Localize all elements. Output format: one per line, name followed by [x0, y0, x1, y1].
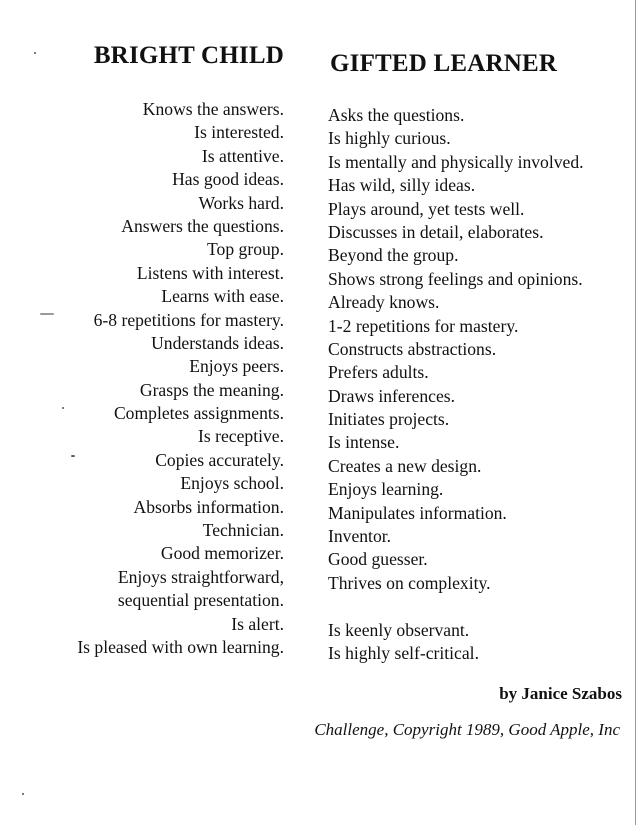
scan-speck: [34, 52, 36, 54]
bright-child-trait: Top group.: [207, 239, 284, 260]
gifted-learner-trait: Has wild, silly ideas.: [328, 175, 476, 196]
bright-child-trait: Good memorizer.: [160, 543, 284, 564]
author-byline: by Janice Szabos: [499, 684, 622, 703]
bright-child-trait: Answers the questions.: [121, 215, 284, 236]
bright-child-trait: Enjoys school.: [180, 473, 284, 494]
bright-child-trait: Understands ideas.: [151, 332, 284, 353]
heading-bright-child: BRIGHT CHILD: [93, 42, 284, 69]
heading-gifted-learner: GIFTED LEARNER: [330, 50, 558, 77]
bright-child-trait: Enjoys straightforward,: [117, 566, 284, 587]
bright-child-trait: Completes assignments.: [113, 403, 284, 424]
bright-child-trait: Is receptive.: [198, 426, 284, 447]
bright-child-trait: Knows the answers.: [142, 99, 284, 119]
bright-child-trait: Copies accurately.: [155, 449, 284, 470]
gifted-learner-trait: Is mentally and physically involved.: [328, 151, 584, 172]
bright-child-trait: Is pleased with own learning.: [77, 636, 284, 657]
bright-child-trait: Is alert.: [231, 613, 284, 634]
gifted-learner-trait: Is highly self-critical.: [328, 642, 479, 663]
gifted-learner-trait: Prefers adults.: [328, 362, 429, 383]
gifted-learner-trait: Good guesser.: [328, 549, 428, 570]
gifted-learner-trait: Asks the questions.: [328, 105, 465, 125]
bright-child-trait: Learns with ease.: [161, 286, 284, 307]
gifted-learner-trait: Is keenly observant.: [328, 619, 470, 640]
gifted-learner-trait: 1-2 repetitions for mastery.: [328, 315, 519, 336]
gifted-learner-trait: Draws inferences.: [328, 385, 456, 406]
bright-child-list: [77, 98, 284, 659]
gifted-learner-trait: Beyond the group.: [328, 245, 459, 266]
copyright-notice: Challenge, Copyright 1989, Good Apple, Inc: [314, 720, 620, 739]
gifted-learner-trait: Thrives on complexity.: [328, 572, 491, 593]
gifted-learner-trait: Inventor.: [328, 526, 392, 547]
bright-child-trait: sequential presentation.: [117, 590, 284, 611]
gifted-learner-trait: Already knows.: [328, 292, 440, 313]
bright-child-trait: Technician.: [202, 520, 284, 541]
bright-child-trait: Works hard.: [198, 192, 284, 213]
gifted-learner-trait: Plays around, yet tests well.: [328, 198, 525, 219]
gifted-learner-trait: Constructs abstractions.: [328, 338, 497, 359]
bright-child-trait: Listens with interest.: [136, 262, 284, 283]
bright-child-trait: Grasps the meaning.: [139, 379, 284, 400]
scan-speck: [40, 313, 54, 315]
gifted-learner-trait: Enjoys learning.: [328, 479, 444, 500]
gifted-learner-trait: Shows strong feelings and opinions.: [328, 268, 583, 289]
gifted-learner-trait: Is intense.: [328, 432, 400, 453]
gifted-learner-trait: Is highly curious.: [328, 128, 451, 149]
bright-child-trait: 6-8 repetitions for mastery.: [93, 309, 284, 330]
bright-child-trait: Absorbs information.: [133, 496, 284, 517]
scan-speck: [71, 455, 75, 457]
scan-speck: [62, 407, 64, 409]
bright-child-trait: Is interested.: [194, 122, 284, 143]
gifted-learner-trait: Manipulates information.: [328, 502, 507, 523]
page-edge-line: [635, 0, 636, 825]
gifted-learner-trait: Creates a new design.: [328, 455, 482, 476]
bright-child-trait: Has good ideas.: [172, 169, 284, 190]
gifted-learner-trait: Discusses in detail, elaborates.: [328, 221, 544, 242]
bright-child-trait: Enjoys peers.: [189, 356, 284, 377]
gifted-learner-list: [328, 104, 584, 665]
gifted-learner-trait: Initiates projects.: [328, 409, 450, 430]
scan-speck: [22, 793, 24, 795]
bright-child-trait: Is attentive.: [201, 145, 284, 166]
